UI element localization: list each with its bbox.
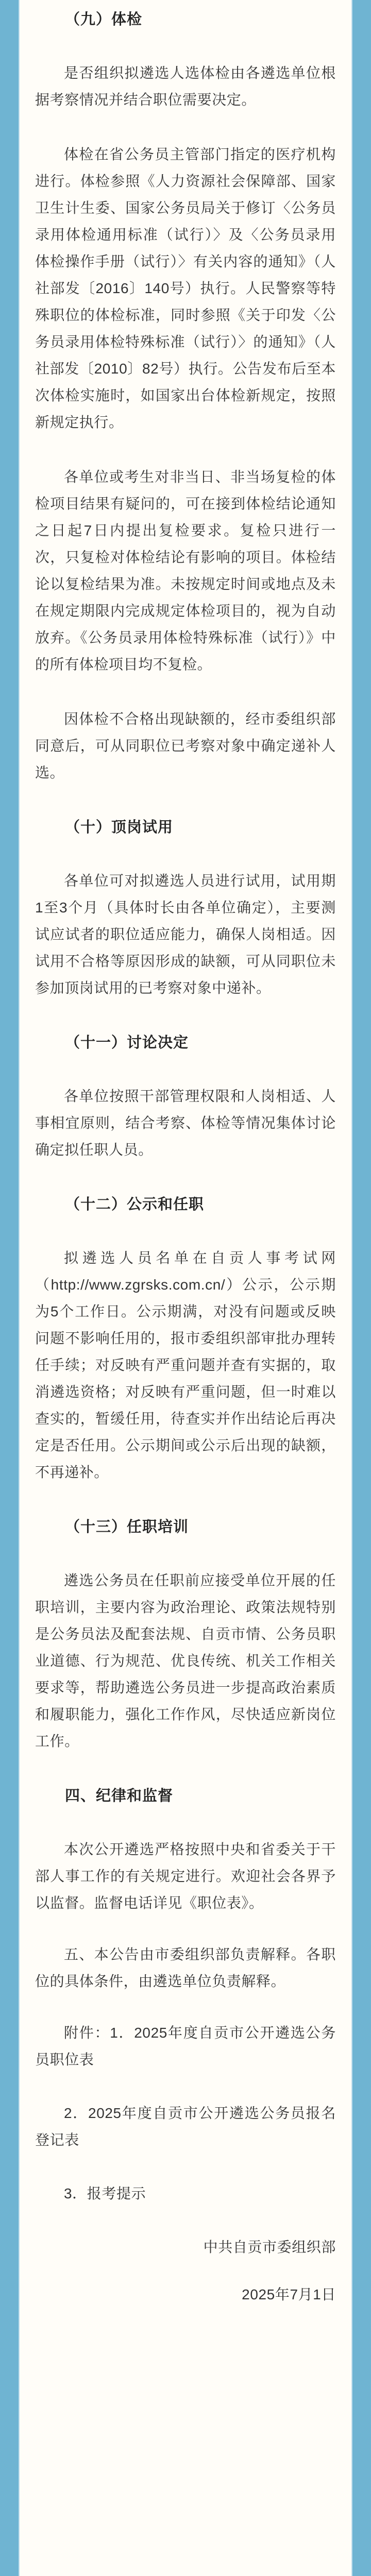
paragraph: 体检在省公务员主管部门指定的医疗机构进行。体检参照《人力资源社会保障部、国家卫生计生委、国家公务员局关于修订〈公务员录用体检通用标准（试行）〉及〈公务员录用体检操作手册（试行）〉有关内容的通知》（人社部发〔2016〕140号）执行。人民警察等特殊职位的体检标准，同时参照《关于印发〈公务员录用体检特殊标准（试行）〉的通知》（人社部发〔2010〕82号）执行。公告发布后至本次体检实施时，如国家出台体检新规定，按照新规定执行。	[35, 146, 336, 430]
section-heading-trial: （十）顶岗试用	[65, 819, 174, 836]
section-heading-discipline: 四、纪律和监督	[65, 1788, 174, 1804]
paragraph: 各单位可对拟遴选人员进行试用，试用期1至3个月（具体时长由各单位确定），主要测试应试者的职位适应能力，确保人岗相适。因试用不合格等原因形成的缺额，可从同职位未参加顶岗试用的已考察对象中递补。	[35, 873, 336, 996]
attachment-item: 附件：1．2025年度自贡市公开遴选公务员职位表	[35, 2025, 336, 2067]
signature-date: 2025年7月1日	[242, 2286, 336, 2302]
paragraph: 遴选公务员在任职前应接受单位开展的任职培训，主要内容为政治理论、政策法规特别是公务员法及配套法规、自贡市情、公务员职业道德、行为规范、优良传统、机关工作相关要求等，帮助遴选公务员进一步提高政治素质和履职能力，强化工作作风，尽快适应新岗位工作。	[35, 1572, 336, 1749]
section-heading-training: （十三）任职培训	[65, 1519, 189, 1535]
section-heading-physical-exam: （九）体检	[65, 11, 143, 28]
paragraph: 是否组织拟遴选人选体检由各遴选单位根据考察情况并结合职位需要决定。	[35, 65, 336, 108]
attachment-item: 2．2025年度自贡市公开遴选公务员报名登记表	[35, 2105, 336, 2148]
signature-org: 中共自贡市委组织部	[203, 2239, 336, 2255]
section-heading-decision: （十一）讨论决定	[65, 1035, 189, 1051]
paragraph: 五、本公告由市委组织部负责解释。各职位的具体条件，由遴选单位负责解释。	[35, 1946, 336, 1989]
article-card	[20, 0, 351, 2576]
article-body	[20, 0, 351, 2308]
paragraph: 各单位或考生对非当日、非当场复检的体检项目结果有疑问的，可在接到体检结论通知之日起7日内提出复检要求。复检只进行一次，只复检对体检结论有影响的项目。体检结论以复检结果为准。未按规定时间或地点及未在规定期限内完成规定体检项目的，视为自动放弃。《公务员录用体检特殊标准（试行）》中的所有体检项目均不复检。	[35, 469, 336, 672]
paragraph: 因体检不合格出现缺额的，经市委组织部同意后，可从同职位已考察对象中确定递补人选。	[35, 711, 336, 781]
paragraph: 各单位按照干部管理权限和人岗相适、人事相宜原则，结合考察、体检等情况集体讨论确定拟任职人员。	[35, 1088, 336, 1158]
paragraph: 本次公开遴选严格按照中央和省委关于干部人事工作的有关规定进行。欢迎社会各界予以监督。监督电话详见《职位表》。	[35, 1841, 336, 1911]
attachment-item: 3．报考提示	[64, 2185, 146, 2201]
paragraph: 拟遴选人员名单在自贡人事考试网（http://www.zgrsks.com.cn/）公示，公示期为5个工作日。公示期满，对没有问题或反映问题不影响任用的，报市委组织部审批办理转任手续；对反映有严重问题并查有实据的，取消遴选资格；对反映有严重问题，但一时难以查实的，暂缓任用，待查实并作出结论后再决定是否任用。公示期间或公示后出现的缺额，不再递补。	[35, 1250, 336, 1480]
section-heading-publicity: （十二）公示和任职	[65, 1196, 205, 1213]
